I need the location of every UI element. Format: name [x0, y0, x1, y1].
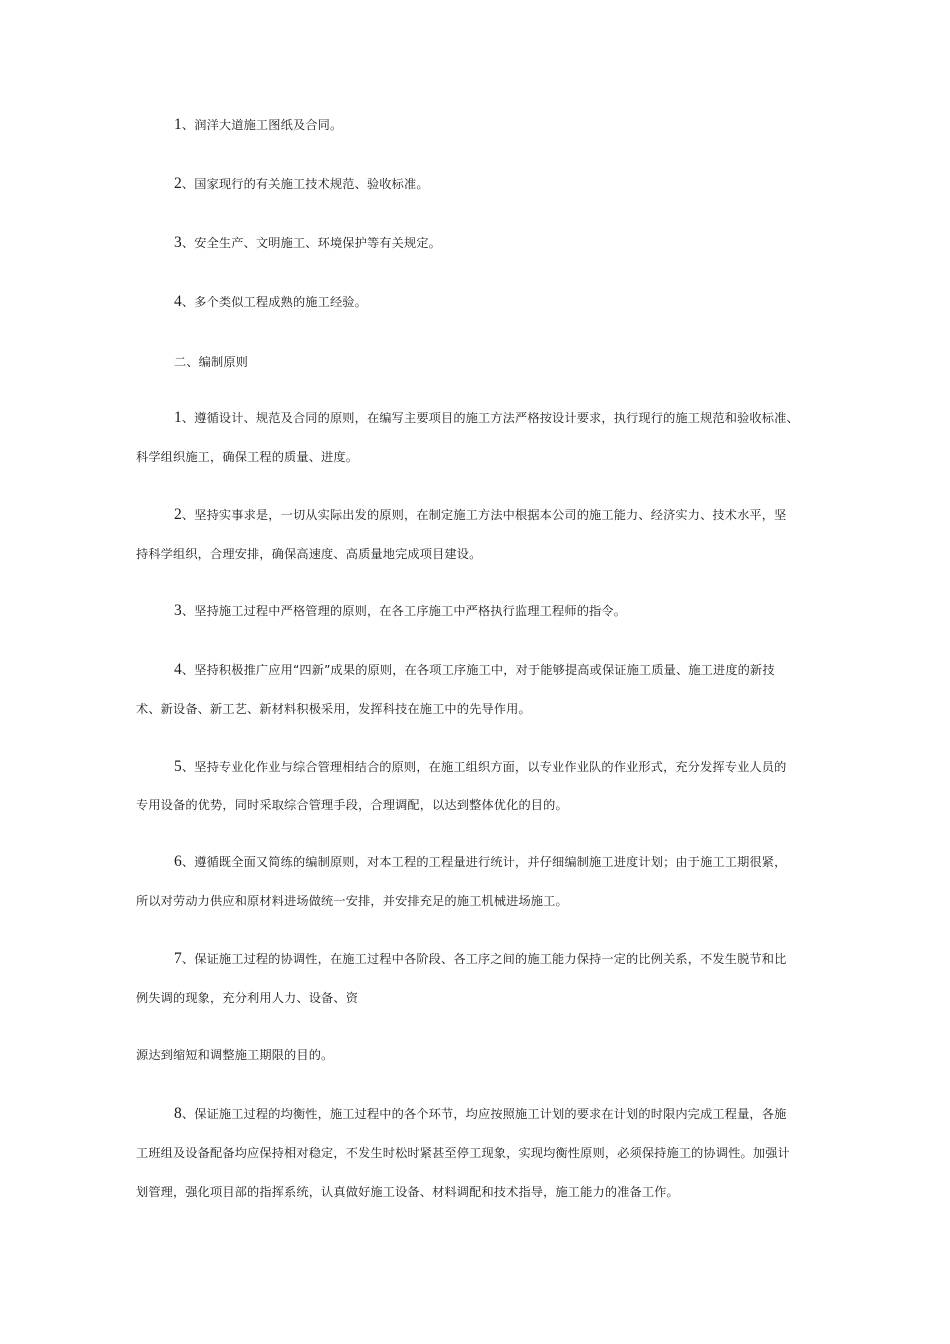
- item-number: 5: [174, 758, 182, 775]
- section-heading: 二、编制原则: [174, 355, 249, 369]
- item-text: 、安全生产、文明施工、环境保护等有关规定。: [181, 236, 441, 250]
- basis-item-1: [174, 117, 342, 133]
- principle-4-line-2: 术、新设备、新工艺、新材料积极采用，发挥科技在施工中的先导作用。: [136, 702, 531, 716]
- item-number: 2: [174, 506, 182, 523]
- line-text: 、保证施工过程的均衡性，施工过程中的各个环节，均应按照施工计划的要求在计划的时限内完成工程量，各施: [181, 1107, 787, 1121]
- principle-2-line-1: [174, 507, 786, 523]
- principle-2-line-2: 持科学组织，合理安排，确保高速度、高质量地完成项目建设。: [136, 547, 482, 561]
- item-text: 、国家现行的有关施工技术规范、验收标准。: [181, 177, 429, 191]
- item-number: 4: [174, 293, 182, 310]
- principle-8-line-3: 划管理，强化项目部的指挥系统，认真做好施工设备、材料调配和技术指导，施工能力的准备工作。: [136, 1185, 679, 1199]
- principle-3-line-1: [174, 603, 626, 619]
- item-text: 、多个类似工程成熟的施工经验。: [181, 295, 367, 309]
- item-number: 1: [174, 116, 182, 133]
- item-number: 2: [174, 175, 182, 192]
- basis-item-3: [174, 235, 441, 251]
- item-number: 3: [174, 234, 182, 251]
- principle-1-line-2: 科学组织施工，确保工程的质量、进度。: [136, 450, 359, 464]
- line-text: 、坚持专业化作业与综合管理相结合的原则，在施工组织方面，以专业作业队的作业形式，充分发挥专业人员的: [181, 760, 787, 774]
- line-text: 、坚持施工过程中严格管理的原则，在各工序施工中严格执行监理工程师的指令。: [181, 604, 627, 618]
- line-text: 、坚持实事求是，一切从实际出发的原则，在制定施工方法中根据本公司的施工能力、经济实力、技术水平，坚: [181, 508, 787, 522]
- basis-item-4: [174, 294, 367, 310]
- line-text: 、保证施工过程的协调性，在施工过程中各阶段、各工序之间的施工能力保持一定的比例关系，不发生脱节和比: [181, 952, 787, 966]
- item-number: 7: [174, 950, 182, 967]
- item-number: 3: [174, 602, 182, 619]
- item-number: 8: [174, 1105, 182, 1122]
- principle-5-line-1: [174, 759, 786, 775]
- item-text: 、润洋大道施工图纸及合同。: [181, 118, 343, 132]
- principle-5-line-2: 专用设备的优势，同时采取综合管理手段，合理调配，以达到整体优化的目的。: [136, 798, 568, 812]
- principle-7-line-1: [174, 951, 786, 967]
- principle-1-line-1: [174, 410, 799, 426]
- principle-8-line-1: [174, 1106, 786, 1122]
- item-number: 6: [174, 853, 182, 870]
- principle-6-line-2: 所以对劳动力供应和原材料进场做统一安排，并安排充足的施工机械进场施工。: [136, 894, 568, 908]
- item-number: 4: [174, 661, 182, 678]
- principle-8-line-2: 工班组及设备配备均应保持相对稳定，不发生时松时紧甚至停工现象，实现均衡性原则，必须保持施工的协调性。加强计: [136, 1146, 790, 1160]
- principle-4-line-1: [174, 662, 775, 678]
- line-text: 、坚持积极推广应用“四新”成果的原则，在各项工序施工中，对于能够提高或保证施工质量、施工进度的新技: [181, 663, 775, 677]
- line-text: 、遵循既全面又简练的编制原则，对本工程的工程量进行统计，并仔细编制施工进度计划；由于施工工期很紧，: [181, 855, 787, 869]
- principle-6-line-1: [174, 854, 786, 870]
- principle-7-line-3: 源达到缩短和调整施工期限的目的。: [136, 1048, 334, 1062]
- line-text: 、遵循设计、规范及合同的原则，在编写主要项目的施工方法严格按设计要求，执行现行的施工规范和验收标准、: [181, 411, 799, 425]
- principle-7-line-2: 例失调的现象，充分利用人力、设备、资: [136, 991, 359, 1005]
- basis-item-2: [174, 176, 429, 192]
- item-number: 1: [174, 409, 182, 426]
